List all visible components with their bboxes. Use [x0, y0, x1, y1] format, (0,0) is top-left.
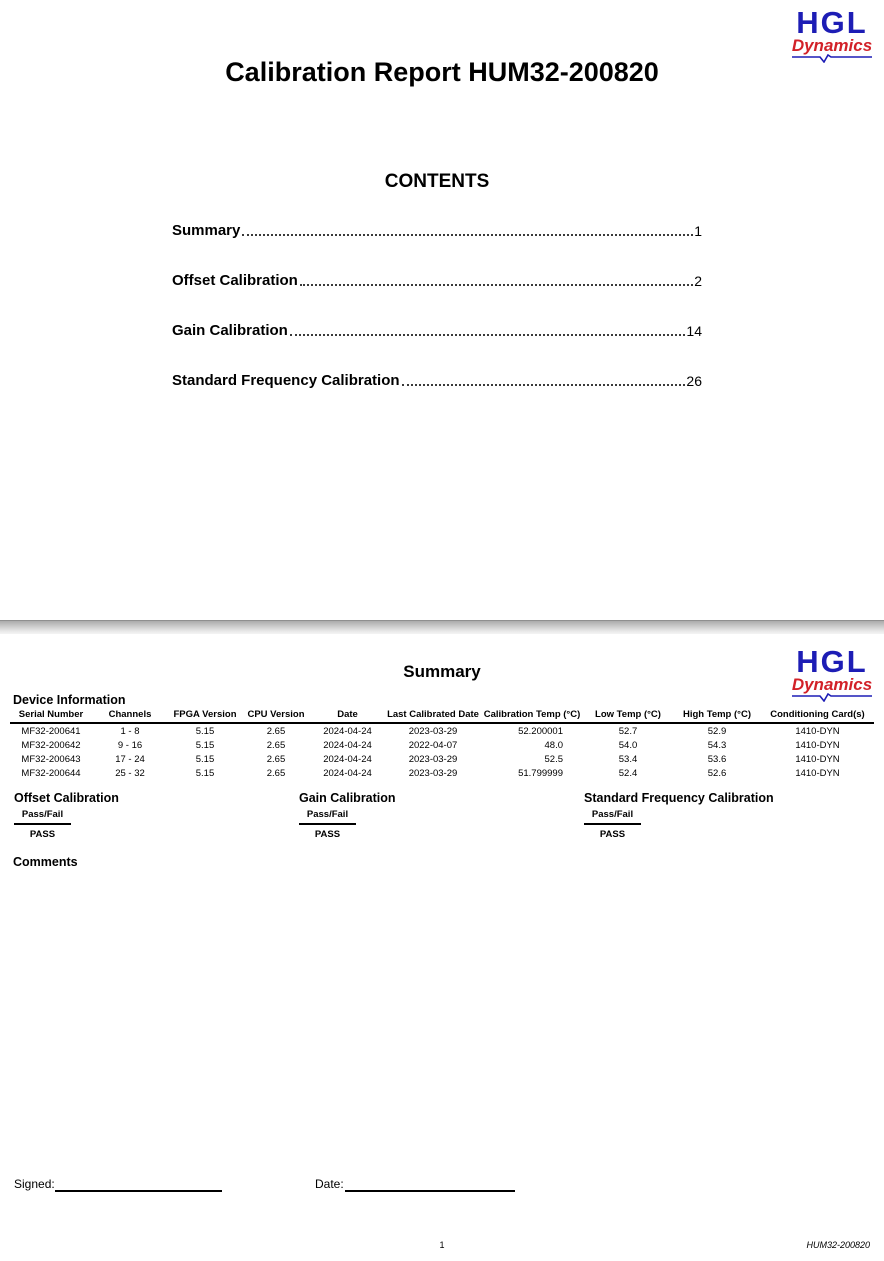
logo-dynamics-text: Dynamics: [791, 675, 873, 694]
toc-entry-standard-frequency-calibration: [172, 372, 702, 389]
table-cell: 9 - 16: [117, 739, 143, 751]
toc-page-number: 1: [694, 223, 702, 239]
column-header-fpga-version: FPGA Version: [168, 708, 242, 723]
column-header-low-temp: Low Temp (°C): [583, 708, 673, 723]
footer-document-reference: HUM32-200820: [806, 1240, 870, 1250]
table-row: [10, 723, 874, 738]
column-header-serial-number: Serial Number: [10, 708, 92, 723]
toc-dot-leader: [242, 234, 693, 236]
table-cell: 5.15: [195, 725, 215, 737]
toc-page-number: 14: [686, 323, 702, 339]
table-cell: 53.4: [618, 753, 638, 765]
comments-heading: Comments: [13, 855, 78, 869]
table-cell: MF32-200644: [21, 767, 81, 779]
column-header-high-temp: High Temp (°C): [673, 708, 761, 723]
result-title: Gain Calibration: [299, 791, 396, 805]
table-cell: 17 - 24: [115, 753, 145, 765]
table-cell: 52.200001: [518, 725, 563, 737]
table-cell: 51.799999: [518, 767, 563, 779]
toc-label: Gain Calibration: [172, 322, 288, 339]
table-cell: MF32-200641: [21, 725, 81, 737]
table-cell: 2.65: [266, 739, 286, 751]
toc-dot-leader: [402, 384, 686, 386]
toc-label: Offset Calibration: [172, 272, 298, 289]
gain-calibration-result: [299, 791, 396, 840]
page-1: [0, 0, 884, 620]
date-label: Date:: [315, 1177, 344, 1191]
toc-entry-gain-calibration: [172, 322, 702, 339]
table-cell: 2024-04-24: [323, 753, 372, 765]
toc-dot-leader: [290, 334, 686, 336]
table-cell: 53.6: [707, 753, 727, 765]
toc-label: Standard Frequency Calibration: [172, 372, 400, 389]
signed-signature-line: [55, 1177, 222, 1192]
toc-entry-summary: [172, 222, 702, 239]
table-cell: 5.15: [195, 767, 215, 779]
result-title: Standard Frequency Calibration: [584, 791, 774, 805]
device-information-title: Device Information: [13, 693, 126, 707]
table-cell: MF32-200643: [21, 753, 81, 765]
column-header-calibration-temp: Calibration Temp (°C): [481, 708, 583, 723]
toc-label: Summary: [172, 222, 241, 239]
standard-frequency-calibration-result: [584, 791, 774, 840]
table-cell: 5.15: [195, 739, 215, 751]
table-cell: 5.15: [195, 753, 215, 765]
table-row: [10, 766, 874, 780]
pass-fail-header: Pass/Fail: [299, 809, 356, 825]
table-cell: 2022-04-07: [408, 739, 458, 751]
table-header-row: [10, 708, 874, 723]
table-cell: 2023-03-29: [408, 725, 458, 737]
table-cell: 1410-DYN: [795, 753, 840, 765]
table-cell: 2024-04-24: [323, 767, 372, 779]
toc-dot-leader: [300, 284, 693, 286]
table-cell: 52.9: [707, 725, 727, 737]
logo-hgl-text: HGL: [796, 644, 868, 679]
signature-row: [0, 1177, 884, 1199]
toc-page-number: 2: [694, 273, 702, 289]
logo-hgl-text: HGL: [796, 5, 868, 40]
table-cell: 54.0: [618, 739, 638, 751]
date-signature-line: [345, 1177, 515, 1192]
column-header-channels: Channels: [92, 708, 168, 723]
toc-entry-offset-calibration: [172, 272, 702, 289]
table-cell: 1410-DYN: [795, 725, 840, 737]
contents-heading: CONTENTS: [384, 171, 490, 192]
column-header-last-calibrated-date: Last Calibrated Date: [385, 708, 481, 723]
column-header-conditioning-cards: Conditioning Card(s): [761, 708, 874, 723]
pass-fail-value: PASS: [314, 829, 341, 840]
table-row: [10, 738, 874, 752]
table-cell: 48.0: [544, 739, 563, 751]
report-title: Calibration Report HUM32-200820: [225, 57, 659, 87]
table-cell: 2024-04-24: [323, 739, 372, 751]
table-cell: MF32-200642: [21, 739, 81, 751]
toc-page-number: 26: [686, 373, 702, 389]
pass-fail-header: Pass/Fail: [14, 809, 71, 825]
calibration-results: [0, 791, 884, 840]
pass-fail-value: PASS: [29, 829, 56, 840]
column-header-cpu-version: CPU Version: [242, 708, 310, 723]
footer-page-number: 1: [439, 1240, 445, 1250]
table-cell: 2023-03-29: [408, 753, 458, 765]
result-title: Offset Calibration: [14, 791, 119, 805]
table-cell: 2.65: [266, 753, 286, 765]
table-cell: 1410-DYN: [795, 767, 840, 779]
table-cell: 54.3: [707, 739, 727, 751]
column-header-date: Date: [310, 708, 385, 723]
pass-fail-box: [584, 809, 641, 840]
pass-fail-value: PASS: [599, 829, 626, 840]
table-cell: 1 - 8: [120, 725, 140, 737]
page-2: [0, 634, 884, 1261]
table-cell: 52.4: [618, 767, 638, 779]
table-cell: 2024-04-24: [323, 725, 372, 737]
pass-fail-box: [14, 809, 71, 840]
pass-fail-box: [299, 809, 356, 840]
table-cell: 52.7: [618, 725, 638, 737]
table-cell: 2.65: [266, 767, 286, 779]
page-separator: [0, 620, 884, 634]
table-cell: 2023-03-29: [408, 767, 458, 779]
table-cell: 1410-DYN: [795, 739, 840, 751]
table-cell: 52.5: [544, 753, 563, 765]
logo-dynamics-text: Dynamics: [791, 36, 873, 55]
signed-label: Signed:: [14, 1177, 55, 1191]
offset-calibration-result: [14, 791, 119, 840]
table-of-contents: [172, 222, 702, 422]
pass-fail-header: Pass/Fail: [584, 809, 641, 825]
hgl-dynamics-logo: [789, 5, 875, 63]
table-cell: 52.6: [707, 767, 727, 779]
table-cell: 2.65: [266, 725, 286, 737]
table-row: [10, 752, 874, 766]
table-cell: 25 - 32: [115, 767, 145, 779]
summary-heading: Summary: [403, 662, 481, 681]
device-information-table: [10, 708, 874, 780]
logo-pulse-icon: [791, 693, 873, 702]
